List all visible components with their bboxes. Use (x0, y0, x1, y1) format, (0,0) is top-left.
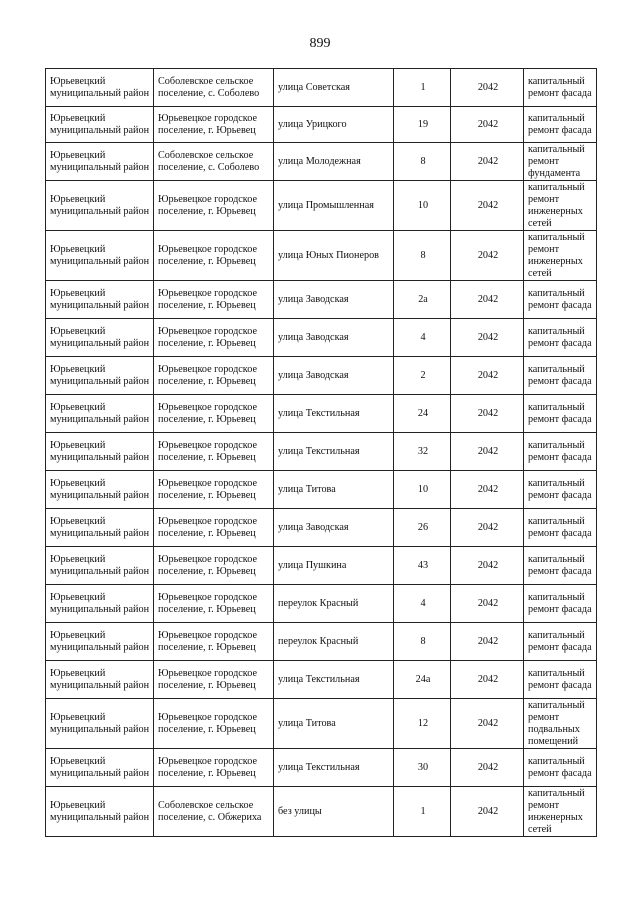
house-number-cell: 8 (394, 623, 451, 661)
work-type-cell: капитальный ремонт фасада (524, 281, 597, 319)
table-row (46, 319, 597, 357)
work-type-cell: капитальный ремонт инженерных сетей (524, 787, 597, 837)
district-cell: Юрьевецкий муниципальный район (46, 749, 154, 787)
settlement-cell: Юрьевецкое городское поселение, г. Юрьевец (154, 547, 274, 585)
street-cell: улица Урицкого (274, 107, 394, 143)
table-row (46, 281, 597, 319)
district-cell: Юрьевецкий муниципальный район (46, 471, 154, 509)
work-type-cell: капитальный ремонт фасада (524, 585, 597, 623)
street-cell: улица Текстильная (274, 749, 394, 787)
table-row (46, 181, 597, 231)
district-cell: Юрьевецкий муниципальный район (46, 585, 154, 623)
repair-schedule-table (45, 68, 597, 837)
house-number-cell: 26 (394, 509, 451, 547)
house-number-cell: 1 (394, 69, 451, 107)
table-row (46, 231, 597, 281)
district-cell: Юрьевецкий муниципальный район (46, 69, 154, 107)
table-row (46, 395, 597, 433)
table-row (46, 509, 597, 547)
work-type-cell: капитальный ремонт фасада (524, 357, 597, 395)
street-cell: без улицы (274, 787, 394, 837)
district-cell: Юрьевецкий муниципальный район (46, 143, 154, 181)
year-cell: 2042 (451, 319, 524, 357)
work-type-cell: капитальный ремонт фундамента (524, 143, 597, 181)
district-cell: Юрьевецкий муниципальный район (46, 787, 154, 837)
work-type-cell: капитальный ремонт инженерных сетей (524, 181, 597, 231)
street-cell: улица Пушкина (274, 547, 394, 585)
house-number-cell: 10 (394, 471, 451, 509)
year-cell: 2042 (451, 143, 524, 181)
district-cell: Юрьевецкий муниципальный район (46, 433, 154, 471)
street-cell: переулок Красный (274, 585, 394, 623)
house-number-cell: 30 (394, 749, 451, 787)
table-row (46, 107, 597, 143)
settlement-cell: Юрьевецкое городское поселение, г. Юрьевец (154, 471, 274, 509)
settlement-cell: Юрьевецкое городское поселение, г. Юрьевец (154, 749, 274, 787)
district-cell: Юрьевецкий муниципальный район (46, 699, 154, 749)
work-type-cell: капитальный ремонт фасада (524, 433, 597, 471)
street-cell: улица Промышленная (274, 181, 394, 231)
settlement-cell: Юрьевецкое городское поселение, г. Юрьевец (154, 395, 274, 433)
work-type-cell: капитальный ремонт фасада (524, 471, 597, 509)
year-cell: 2042 (451, 69, 524, 107)
house-number-cell: 1 (394, 787, 451, 837)
settlement-cell: Соболевское сельское поселение, с. Обжериха (154, 787, 274, 837)
settlement-cell: Юрьевецкое городское поселение, г. Юрьевец (154, 433, 274, 471)
year-cell: 2042 (451, 749, 524, 787)
street-cell: переулок Красный (274, 623, 394, 661)
street-cell: улица Текстильная (274, 433, 394, 471)
year-cell: 2042 (451, 699, 524, 749)
table-body (46, 69, 597, 837)
district-cell: Юрьевецкий муниципальный район (46, 281, 154, 319)
district-cell: Юрьевецкий муниципальный район (46, 231, 154, 281)
year-cell: 2042 (451, 547, 524, 585)
work-type-cell: капитальный ремонт фасада (524, 107, 597, 143)
street-cell: улица Текстильная (274, 661, 394, 699)
settlement-cell: Юрьевецкое городское поселение, г. Юрьевец (154, 699, 274, 749)
year-cell: 2042 (451, 231, 524, 281)
settlement-cell: Соболевское сельское поселение, с. Соболево (154, 143, 274, 181)
house-number-cell: 2а (394, 281, 451, 319)
work-type-cell: капитальный ремонт фасада (524, 547, 597, 585)
district-cell: Юрьевецкий муниципальный район (46, 319, 154, 357)
year-cell: 2042 (451, 661, 524, 699)
house-number-cell: 4 (394, 319, 451, 357)
year-cell: 2042 (451, 787, 524, 837)
year-cell: 2042 (451, 509, 524, 547)
house-number-cell: 10 (394, 181, 451, 231)
table-row (46, 749, 597, 787)
work-type-cell: капитальный ремонт фасада (524, 749, 597, 787)
work-type-cell: капитальный ремонт фасада (524, 623, 597, 661)
house-number-cell: 12 (394, 699, 451, 749)
work-type-cell: капитальный ремонт инженерных сетей (524, 231, 597, 281)
table-row (46, 357, 597, 395)
district-cell: Юрьевецкий муниципальный район (46, 509, 154, 547)
settlement-cell: Юрьевецкое городское поселение, г. Юрьевец (154, 623, 274, 661)
year-cell: 2042 (451, 181, 524, 231)
settlement-cell: Юрьевецкое городское поселение, г. Юрьевец (154, 181, 274, 231)
settlement-cell: Юрьевецкое городское поселение, г. Юрьевец (154, 281, 274, 319)
table-row (46, 623, 597, 661)
table-row (46, 661, 597, 699)
work-type-cell: капитальный ремонт подвальных помещений (524, 699, 597, 749)
house-number-cell: 32 (394, 433, 451, 471)
settlement-cell: Юрьевецкое городское поселение, г. Юрьевец (154, 509, 274, 547)
table-row (46, 433, 597, 471)
year-cell: 2042 (451, 471, 524, 509)
year-cell: 2042 (451, 433, 524, 471)
street-cell: улица Титова (274, 699, 394, 749)
year-cell: 2042 (451, 281, 524, 319)
street-cell: улица Заводская (274, 319, 394, 357)
street-cell: улица Заводская (274, 357, 394, 395)
year-cell: 2042 (451, 107, 524, 143)
year-cell: 2042 (451, 395, 524, 433)
settlement-cell: Юрьевецкое городское поселение, г. Юрьевец (154, 585, 274, 623)
district-cell: Юрьевецкий муниципальный район (46, 547, 154, 585)
settlement-cell: Юрьевецкое городское поселение, г. Юрьевец (154, 107, 274, 143)
table-row (46, 471, 597, 509)
district-cell: Юрьевецкий муниципальный район (46, 357, 154, 395)
table-row (46, 547, 597, 585)
work-type-cell: капитальный ремонт фасада (524, 69, 597, 107)
house-number-cell: 43 (394, 547, 451, 585)
street-cell: улица Титова (274, 471, 394, 509)
year-cell: 2042 (451, 585, 524, 623)
settlement-cell: Юрьевецкое городское поселение, г. Юрьевец (154, 661, 274, 699)
table-row (46, 143, 597, 181)
street-cell: улица Заводская (274, 509, 394, 547)
page-number: 899 (309, 36, 331, 51)
work-type-cell: капитальный ремонт фасада (524, 319, 597, 357)
table-row (46, 787, 597, 837)
work-type-cell: капитальный ремонт фасада (524, 661, 597, 699)
house-number-cell: 24а (394, 661, 451, 699)
house-number-cell: 4 (394, 585, 451, 623)
settlement-cell: Соболевское сельское поселение, с. Соболево (154, 69, 274, 107)
settlement-cell: Юрьевецкое городское поселение, г. Юрьевец (154, 319, 274, 357)
district-cell: Юрьевецкий муниципальный район (46, 107, 154, 143)
house-number-cell: 19 (394, 107, 451, 143)
table-row (46, 585, 597, 623)
year-cell: 2042 (451, 357, 524, 395)
table-row (46, 69, 597, 107)
district-cell: Юрьевецкий муниципальный район (46, 623, 154, 661)
street-cell: улица Заводская (274, 281, 394, 319)
house-number-cell: 24 (394, 395, 451, 433)
house-number-cell: 8 (394, 143, 451, 181)
settlement-cell: Юрьевецкое городское поселение, г. Юрьевец (154, 357, 274, 395)
street-cell: улица Молодежная (274, 143, 394, 181)
district-cell: Юрьевецкий муниципальный район (46, 661, 154, 699)
house-number-cell: 2 (394, 357, 451, 395)
work-type-cell: капитальный ремонт фасада (524, 509, 597, 547)
district-cell: Юрьевецкий муниципальный район (46, 181, 154, 231)
district-cell: Юрьевецкий муниципальный район (46, 395, 154, 433)
street-cell: улица Юных Пионеров (274, 231, 394, 281)
street-cell: улица Текстильная (274, 395, 394, 433)
year-cell: 2042 (451, 623, 524, 661)
settlement-cell: Юрьевецкое городское поселение, г. Юрьевец (154, 231, 274, 281)
street-cell: улица Советская (274, 69, 394, 107)
house-number-cell: 8 (394, 231, 451, 281)
work-type-cell: капитальный ремонт фасада (524, 395, 597, 433)
table-row (46, 699, 597, 749)
